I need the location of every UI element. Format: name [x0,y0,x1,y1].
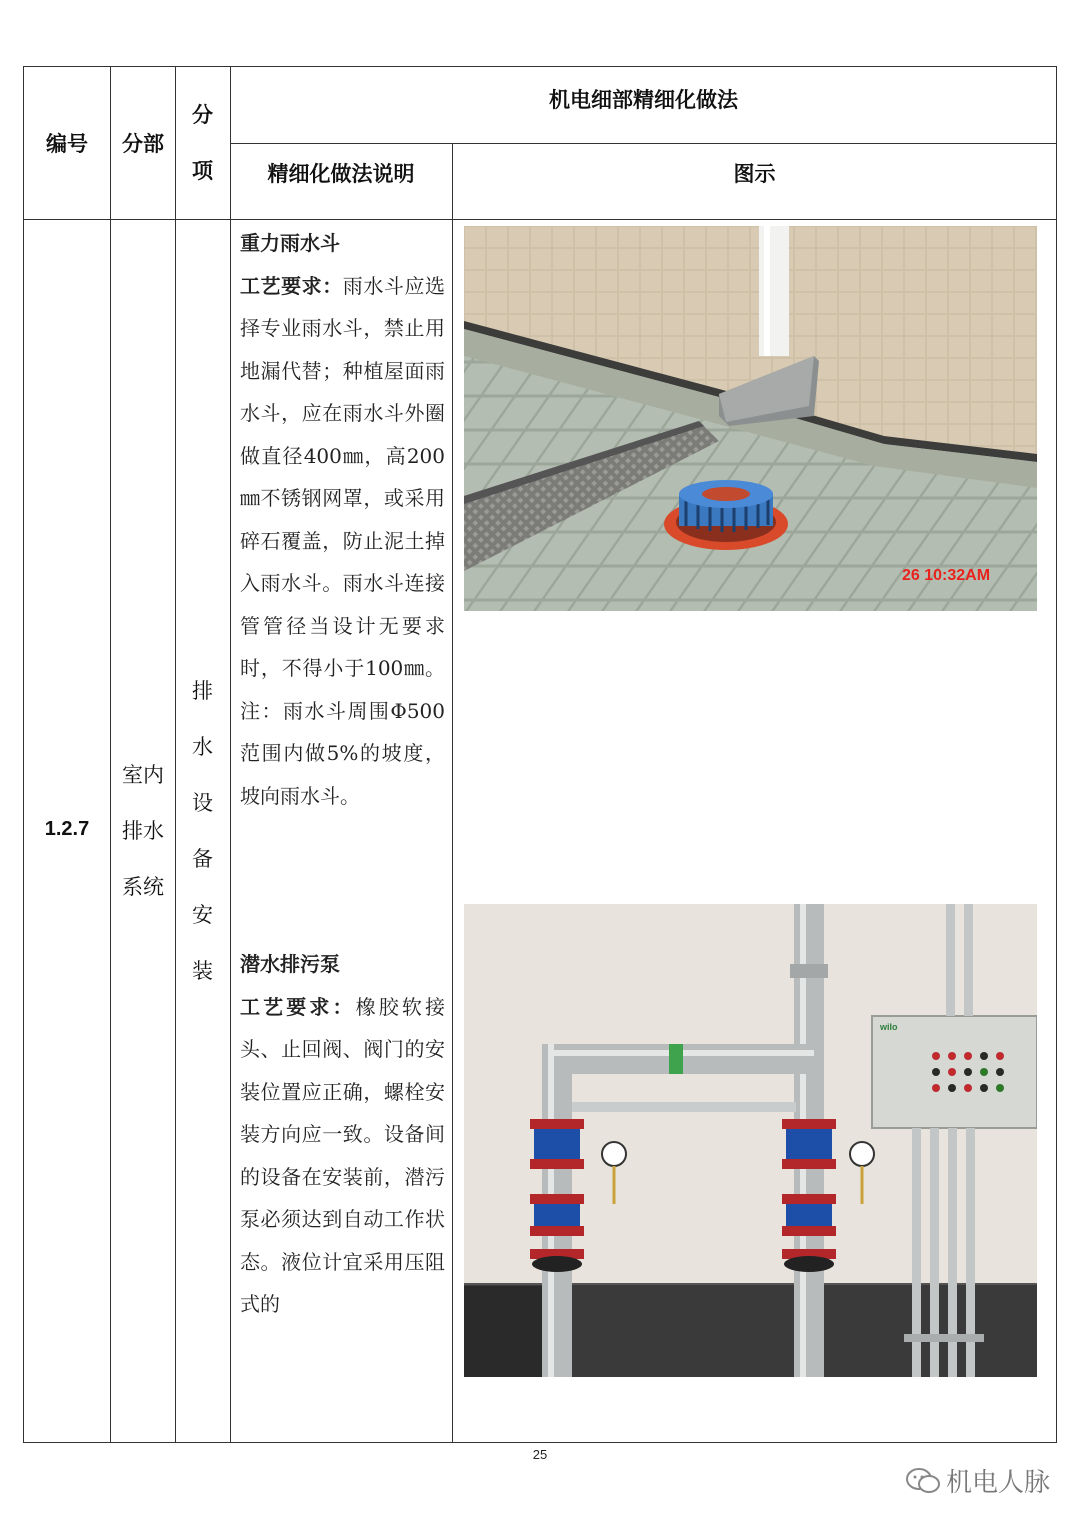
item-char: 装 [192,959,213,983]
item-char: 排 [192,679,213,703]
row-division [111,747,175,915]
header-description: 精细化做法说明 [267,162,415,186]
division-line: 系统 [122,875,164,899]
section-sewage-pump [240,943,445,1326]
rain-hopper-photo [464,226,1037,611]
item-char: 备 [192,847,213,871]
valve-assembly-left [530,1119,584,1272]
watermark [906,1462,1050,1499]
watermark-text: 机电人脉 [945,1468,1050,1498]
photo-timestamp: 26 10:32AM [902,567,991,584]
header-item-char: 分 [192,103,213,127]
section-title: 潜水排污泵 [240,952,340,976]
col-divider [452,143,453,1442]
header-main-title: 机电细部精细化做法 [549,88,738,112]
header-number: 编号 [46,132,88,156]
requirement-text: 雨水斗应选择专业雨水斗，禁止用地漏代替；种植屋面雨水斗，应在雨水斗外圈做直径400㎜，高200㎜不锈钢网罩，或采用碎石覆盖，防止泥土掉入雨水斗。雨水斗连接管管径当设计无要求时，不得小于100㎜。注：雨水斗周围Φ500范围内做5%的坡度，坡向雨水斗。 [240,273,446,808]
section-title: 重力雨水斗 [240,231,340,255]
header-figure: 图示 [733,162,776,186]
control-box-brand: wilo [880,1022,898,1032]
section-rain-hopper [240,222,445,817]
col-divider [230,67,231,1442]
page-number: 25 [532,1447,548,1462]
requirement-label: 工艺要求： [240,994,356,1019]
header-division: 分部 [122,132,164,156]
item-char: 设 [192,791,213,815]
section-body [240,265,445,818]
section-body [240,986,445,1326]
header-item [175,66,230,220]
wechat-icon [906,1467,940,1495]
item-char: 水 [192,735,213,759]
valve-assembly-right [782,1119,836,1272]
requirement-text: 橡胶软接头、止回阀、阀门的安装位置应正确，螺栓安装方向应一致。设备间的设备在安装前，潜污泵必须达到自动工作状态。液位计宜采用压阻式的 [240,994,445,1316]
item-char: 安 [192,903,213,927]
header-item-char: 项 [192,159,213,183]
requirement-label: 工艺要求： [240,273,343,298]
row-number: 1.2.7 [44,818,90,840]
division-line: 室内 [122,763,164,787]
sewage-pump-photo [464,904,1037,1377]
division-line: 排水 [122,819,164,843]
row-item [175,663,230,999]
